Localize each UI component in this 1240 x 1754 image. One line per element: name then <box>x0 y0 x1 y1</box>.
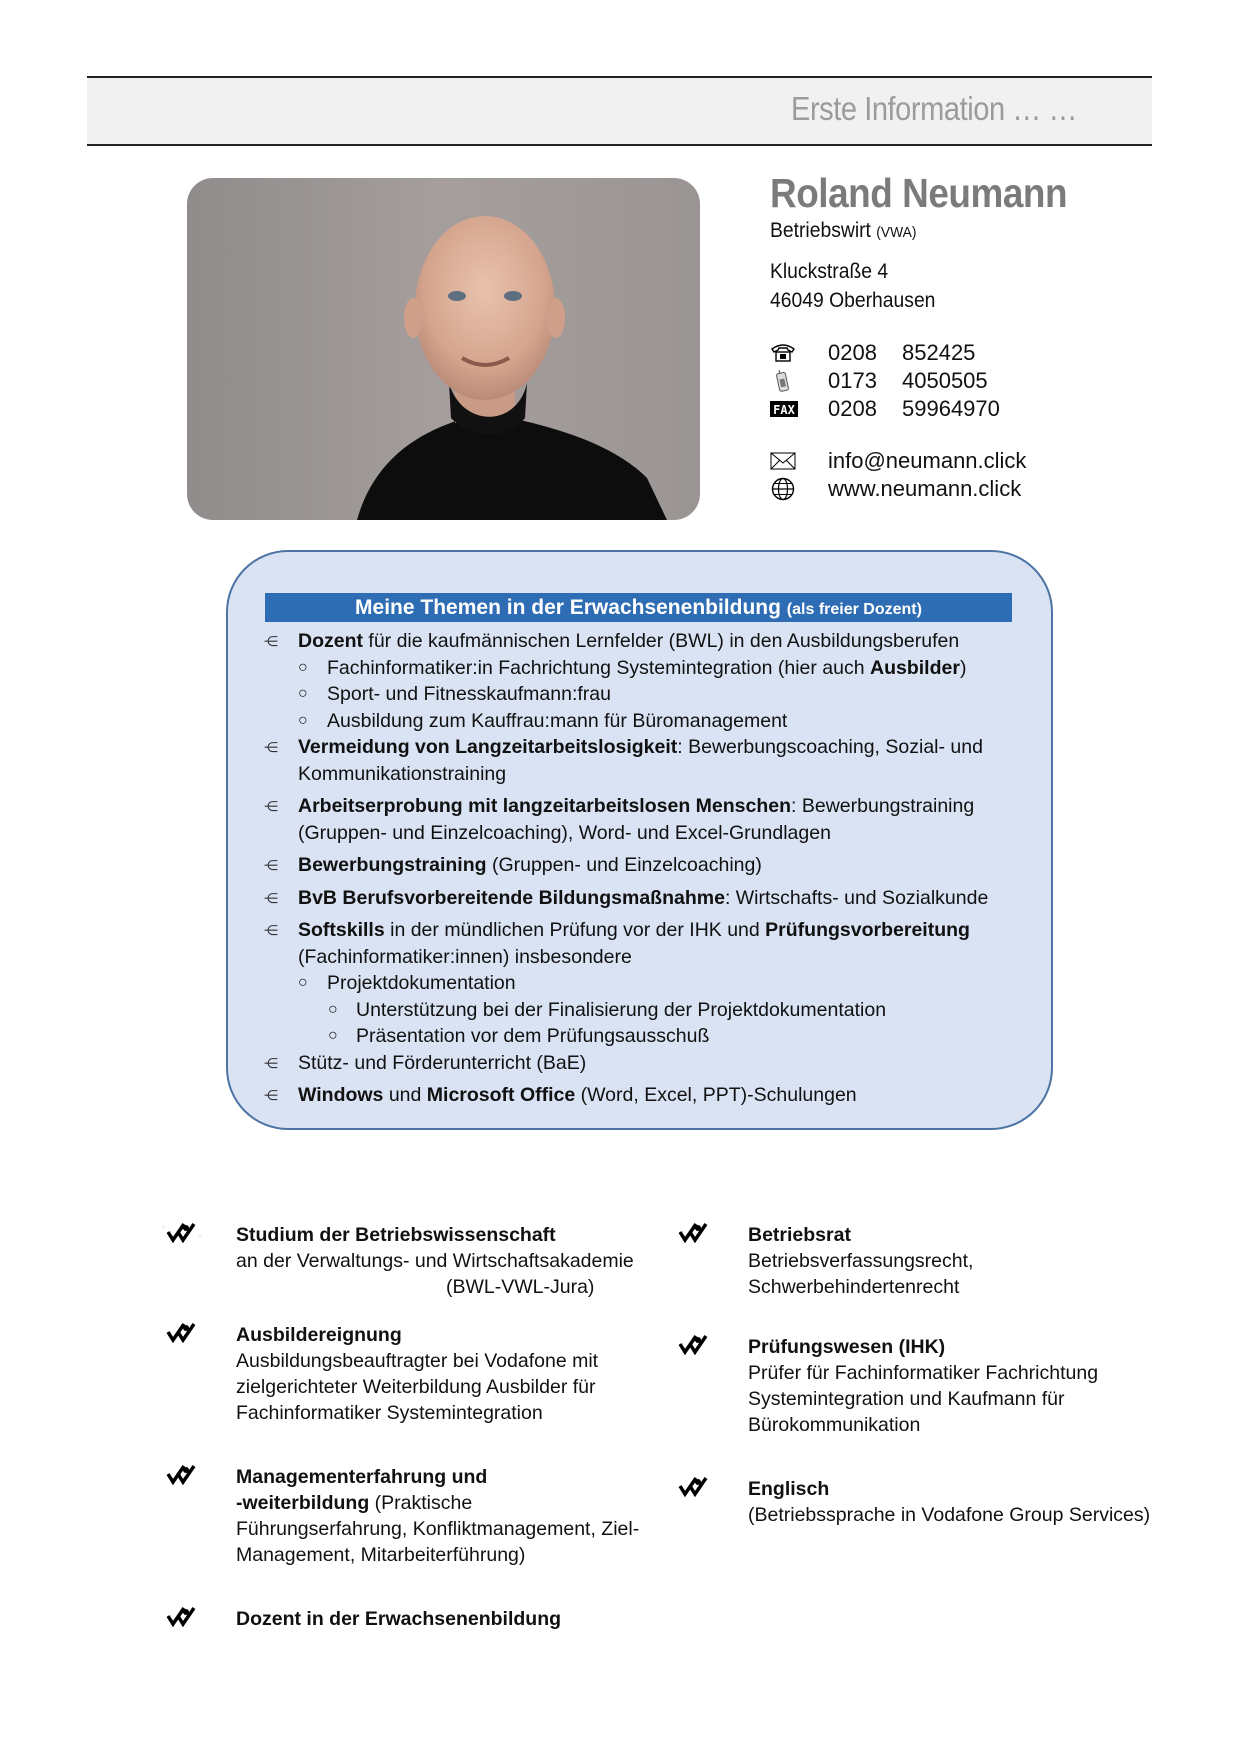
topic-item <box>258 917 1018 970</box>
envelope-icon <box>770 452 828 470</box>
topic-bold: Prüfungsvorbereitung <box>765 919 970 941</box>
topic-subitem <box>258 708 1018 735</box>
topic-bold: Arbeitserprobung mit langzeitarbeitslosen Menschen <box>298 795 792 817</box>
profession-suffix: (VWA) <box>876 224 917 241</box>
globe-icon <box>770 477 828 501</box>
qualification-title: Studium der Betriebswissenschaft <box>236 1224 556 1246</box>
bullet-icon: ⋲ <box>264 1054 278 1071</box>
phone-row-landline <box>770 339 1100 367</box>
svg-text:∴: ∴ <box>162 1224 166 1230</box>
topic-subsubitem <box>258 997 1018 1024</box>
topic-bold: Dozent <box>298 630 363 652</box>
profession-title: Betriebswirt <box>770 219 871 242</box>
email-link[interactable]: info@neumann.click <box>828 448 1027 473</box>
bullet-icon: ⋲ <box>264 857 278 873</box>
svg-text:∵: ∵ <box>198 1234 202 1240</box>
bullet-icon: ⋲ <box>264 798 278 814</box>
topic-text: Stütz- und Förderunterricht (BaE) <box>298 1051 587 1074</box>
checkmark-badge-icon <box>160 1604 208 1628</box>
topics-title: Meine Themen in der Erwachsenenbildung <box>355 596 781 619</box>
phone-area-code: 0208 <box>828 340 877 365</box>
header-band <box>87 76 1152 146</box>
mobile-area-code: 0173 <box>828 368 877 393</box>
qualification-text: (Betriebssprache in Vodafone Group Services) <box>748 1504 1151 1526</box>
topic-item <box>258 628 1018 655</box>
topic-text: für die kaufmännischen Lernfelder (BWL) in den Ausbildungsberufen <box>363 630 960 652</box>
phone-row-mobile <box>770 367 1100 395</box>
qualification-item <box>160 1606 640 1632</box>
topic-subsub-text: Unterstützung bei der Finalisierung der Projektdokumentation <box>356 998 887 1021</box>
topic-sub-text: Fachinformatiker:in Fachrichtung Systemintegration (hier auch <box>327 656 870 679</box>
qualification-item <box>160 1222 640 1300</box>
contact-block <box>770 170 1100 503</box>
phone-row-fax <box>770 395 1100 423</box>
qualification-item <box>672 1334 1108 1438</box>
circle-bullet-icon: ○ <box>298 685 308 702</box>
topic-sub-end: ) <box>959 656 967 679</box>
circle-bullet-icon: ○ <box>328 1000 338 1018</box>
qualification-title: Betriebsrat <box>748 1224 851 1246</box>
topic-bold: Vermeidung von Langzeitarbeitslosigkeit <box>298 736 678 758</box>
topic-sub-text: Projektdokumentation <box>327 972 516 994</box>
qualification-text: Ausbildungsbeauftragter bei Vodafone mit zielgerichteter Weiterbildung Ausbilder für Fachinformatiker Systemintegration <box>236 1350 599 1424</box>
qualification-text: Schwerbehindertenrecht <box>748 1276 960 1298</box>
topic-sub-text: Sport- und Fitnesskaufmann:frau <box>327 683 611 705</box>
website-link[interactable]: www.neumann.click <box>828 476 1022 501</box>
portrait-photo <box>187 178 700 520</box>
topic-item <box>258 852 1018 879</box>
topic-bold: Bewerbungstraining <box>298 854 487 876</box>
topic-subsub-text: Präsentation vor dem Prüfungsausschuß <box>356 1025 710 1047</box>
topic-subitem <box>258 681 1018 708</box>
topics-box <box>226 550 1053 1130</box>
checkmark-badge-icon <box>160 1220 208 1244</box>
topic-text: : Bewerbungscoaching, Sozial- und Kommunikationstraining <box>298 736 983 785</box>
fax-icon <box>770 401 828 417</box>
bullet-icon: ⋲ <box>264 1087 278 1103</box>
topics-list <box>258 628 1018 1115</box>
topic-bold: Softskills <box>298 919 385 941</box>
qualification-item <box>160 1464 640 1568</box>
topic-item <box>258 734 1018 787</box>
email-row <box>770 447 1100 475</box>
qualifications-right <box>672 1222 1172 1528</box>
circle-bullet-icon: ○ <box>298 974 308 991</box>
topic-text: : Wirtschafts- und Sozialkunde <box>724 886 989 909</box>
online-contacts <box>770 447 1100 503</box>
topic-item <box>258 793 1018 846</box>
mobile-phone-icon <box>770 369 828 393</box>
topics-title-suffix: (als freier Dozent) <box>786 601 922 618</box>
phone-number: 852425 <box>902 340 976 365</box>
bullet-icon: ⋲ <box>264 922 278 938</box>
profession <box>770 219 1074 243</box>
address <box>770 257 1074 315</box>
qualification-title: Englisch <box>748 1478 830 1500</box>
topic-text: (Gruppen- und Einzelcoaching) <box>486 854 762 876</box>
topic-bold: Microsoft Office <box>426 1084 576 1106</box>
topic-sub-text: Ausbildung zum Kauffrau:mann für Büromanagement <box>327 709 788 732</box>
topic-bold: BvB Berufsvorbereitende Bildungsmaßnahme <box>298 886 725 909</box>
topic-text: in der mündlichen Prüfung vor der IHK und <box>384 919 766 941</box>
phone-list <box>770 339 1100 423</box>
topic-subsubitem <box>258 1023 1018 1050</box>
circle-bullet-icon: ○ <box>328 1027 338 1044</box>
topic-item <box>258 885 1018 912</box>
qualification-item <box>160 1322 640 1426</box>
topic-sub-bold: Ausbilder <box>870 656 960 679</box>
topic-text: (Fachinformatiker:innen) insbesondere <box>298 945 632 968</box>
fax-area-code: 0208 <box>828 396 877 421</box>
address-city: 46049 Oberhausen <box>770 289 936 312</box>
checkmark-badge-icon <box>160 1320 208 1344</box>
topics-header <box>265 593 1012 622</box>
person-name: Roland Neumann <box>770 170 1068 216</box>
topic-subitem <box>258 655 1018 682</box>
fax-number: 59964970 <box>902 396 1000 421</box>
topic-item <box>258 1082 1018 1109</box>
telephone-icon <box>770 343 828 363</box>
qualifications-left <box>160 1222 640 1632</box>
qualification-item <box>672 1222 1172 1300</box>
circle-bullet-icon: ○ <box>298 658 308 676</box>
qualification-title: Managementerfahrung und <box>236 1466 488 1488</box>
circle-bullet-icon: ○ <box>298 711 308 729</box>
bullet-icon: ⋲ <box>264 739 278 755</box>
qualification-text: (Praktische Führungserfahrung, Konfliktmanagement, Ziel-Management, Mitarbeiterführung) <box>236 1492 640 1566</box>
qualification-title: Ausbildereignung <box>236 1324 402 1346</box>
qualification-item <box>672 1476 1172 1528</box>
mobile-number: 4050505 <box>902 368 988 393</box>
qualification-title-cont: -weiterbildung <box>236 1492 370 1514</box>
topic-text: : Bewerbungstraining (Gruppen- und Einzelcoaching), Word- und Excel-Grundlagen <box>298 795 975 844</box>
qualification-title: Dozent in der Erwachsenenbildung <box>236 1608 562 1630</box>
topic-text: und <box>383 1084 427 1106</box>
qualification-text: Betriebsverfassungsrecht, <box>748 1250 974 1272</box>
qualification-text: (BWL-VWL-Jura) <box>446 1276 595 1298</box>
qualification-text: an der Verwaltungs- und Wirtschaftsakademie <box>236 1250 634 1272</box>
qualification-text: Prüfer für Fachinformatiker Fachrichtung Systemintegration und Kaufmann für Bürokommunikation <box>748 1362 1099 1436</box>
topic-bold: Windows <box>298 1084 384 1106</box>
bullet-icon: ⋲ <box>264 889 278 906</box>
bullet-icon: ⋲ <box>264 633 278 649</box>
address-street: Kluckstraße 4 <box>770 260 889 283</box>
svg-text:FAX: FAX <box>773 403 795 417</box>
topic-text: (Word, Excel, PPT)-Schulungen <box>575 1084 857 1106</box>
qualification-title: Prüfungswesen (IHK) <box>748 1336 946 1358</box>
website-row <box>770 475 1100 503</box>
topic-item <box>258 1050 1018 1077</box>
topic-subitem <box>258 970 1018 997</box>
checkmark-badge-icon <box>160 1462 208 1486</box>
page-header-title: Erste Information … … <box>790 90 1077 127</box>
checkmark-badge-icon <box>672 1474 720 1498</box>
checkmark-badge-icon <box>672 1220 720 1244</box>
checkmark-badge-icon <box>672 1332 720 1356</box>
